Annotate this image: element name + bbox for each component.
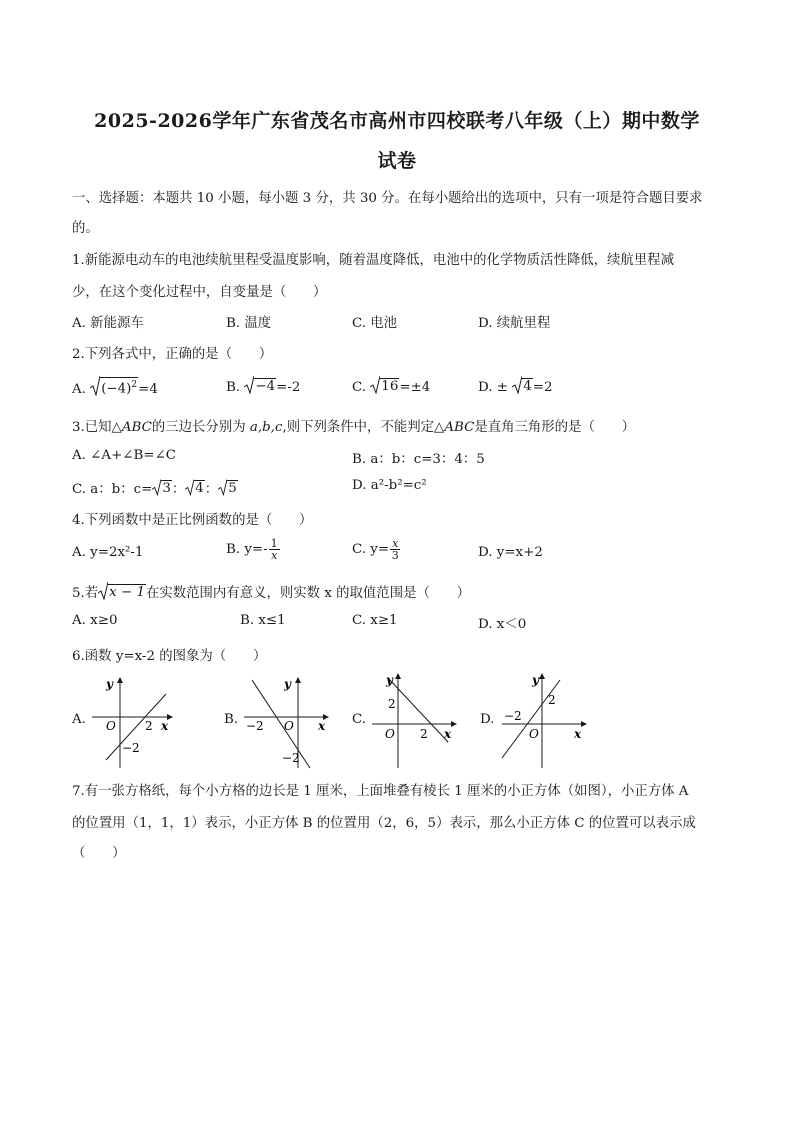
q2-b-radicand: −4: [255, 379, 276, 394]
q5-option-a: A. x≥0: [72, 613, 118, 628]
q5-stem: [72, 582, 470, 601]
q2-d-rest: =2: [532, 380, 553, 395]
q2-stem: 2.下列各式中，正确的是（ ）: [72, 347, 273, 362]
q4-option-c: [352, 538, 401, 561]
q3-option-d: D. a²-b²=c²: [352, 478, 427, 493]
q2-a-exponent: 2: [131, 379, 138, 390]
q3-c-radicand-3: 5: [228, 481, 237, 496]
y-axis-label: y: [386, 673, 393, 687]
q5-stem-pre: 5.若: [72, 586, 99, 601]
q4-option-a: A. y=2x²-1: [72, 545, 144, 560]
origin-label: O: [284, 719, 294, 733]
y-axis-label: y: [106, 677, 113, 691]
sqrt-sign: [185, 479, 205, 496]
q4-b-denominator: x: [271, 549, 278, 562]
q3-stem-pre: 3.已知△: [72, 420, 122, 435]
q3-option-a: A. ∠A+∠B=∠C: [72, 448, 177, 463]
q1-stem-line2: 少，在这个变化过程中，自变量是（ ）: [72, 285, 327, 300]
q4-b-pre: B. y=-: [226, 542, 268, 557]
q6-stem: 6.函数 y=x-2 的图象为（ ）: [72, 649, 267, 664]
origin-label: O: [106, 719, 116, 733]
q1-option-b: B. 温度: [226, 316, 272, 331]
q6-graph-a: [88, 672, 178, 772]
q2-option-b: [226, 376, 300, 395]
q2-option-d: [478, 376, 553, 395]
q6-option-b-label: B.: [224, 712, 239, 727]
q2-a-radicand: (−4): [101, 381, 132, 396]
q5-radicand: x − 1: [109, 585, 145, 600]
y-axis-label: y: [284, 677, 291, 691]
q5-option-d: D. x＜0: [478, 617, 527, 632]
exam-title-line2: 试卷: [377, 150, 417, 172]
q2-a-rest: =4: [138, 382, 158, 397]
q3-option-c: [72, 478, 238, 497]
q2-option-c: [352, 376, 430, 395]
q3-c-radicand-1: 3: [162, 481, 171, 496]
q3-c-radicand-2: 4: [195, 481, 204, 496]
q6-option-a-label: A.: [72, 712, 86, 727]
q4-c-denominator: 3: [391, 549, 399, 562]
y-axis-label: y: [532, 673, 539, 687]
section-instructions-line1: 一、选择题：本题共 10 小题，每小题 3 分，共 30 分。在每小题给出的选项中，只有一项是符合题目要求: [72, 191, 703, 206]
q7-stem-line2: 的位置用（1，1，1）表示，小正方体 B 的位置用（2，6，5）表示，那么小正方体 C 的位置可以表示成: [72, 816, 696, 831]
y-intercept-label: 2: [548, 693, 556, 707]
y-intercept-label: −2: [122, 741, 140, 755]
q1-option-a: A. 新能源车: [72, 316, 144, 331]
x-axis-label: x: [161, 719, 169, 733]
q4-stem: 4.下列函数中是正比例函数的是（ ）: [72, 513, 313, 528]
q6-graph-b: [240, 672, 334, 772]
q2-d-label: D. ±: [478, 380, 508, 395]
q3-stem-post: 是直角三角形的是（ ）: [474, 420, 636, 435]
q4-option-d: D. y=x+2: [478, 545, 543, 560]
q4-c-numerator: x: [392, 537, 399, 550]
x-intercept-label: 2: [145, 719, 153, 733]
x-axis-label: x: [574, 727, 582, 741]
sqrt-sign: [152, 479, 172, 496]
q5-stem-post: 在实数范围内有意义，则实数 x 的取值范围是（ ）: [145, 586, 471, 601]
q3-c-sep2: ：: [204, 482, 219, 497]
q4-b-numerator: 1: [270, 537, 278, 550]
y-intercept-label: −2: [282, 751, 300, 765]
q2-b-rest: =-2: [276, 380, 301, 395]
q4-option-b: [226, 538, 281, 561]
q1-option-c: C. 电池: [352, 316, 398, 331]
sqrt-sign: [218, 479, 238, 496]
sqrt-sign: [370, 376, 399, 394]
q3-c-sep1: ：: [171, 482, 186, 497]
section-instructions-line2: 的。: [72, 221, 99, 236]
q1-option-d: D. 续航里程: [478, 316, 551, 331]
q7-stem-line3: （ ）: [72, 846, 126, 861]
q3-option-b: B. a：b：c=3：4：5: [352, 452, 485, 467]
origin-label: O: [529, 727, 539, 741]
sqrt-sign: [98, 582, 146, 600]
y-intercept-label: 2: [388, 697, 396, 711]
q2-c-rest: =±4: [399, 380, 431, 395]
origin-label: O: [385, 727, 395, 741]
q2-b-label: B.: [226, 380, 241, 395]
sqrt-sign: [244, 376, 276, 394]
q5-option-c: C. x≥1: [352, 613, 398, 628]
q6-option-d-label: D.: [480, 712, 495, 727]
q6-graph-c: [368, 668, 462, 772]
x-intercept-label: −2: [504, 709, 522, 723]
x-axis-label: x: [318, 719, 326, 733]
function-line: [388, 678, 448, 742]
q3-stem-mid: 的三边长分别为: [151, 420, 250, 435]
q3-triangle-name: ABC: [121, 420, 152, 435]
q3-side-vars: a,b,c: [249, 420, 283, 435]
q1-stem-line1: 1.新能源电动车的电池续航里程受温度影响，随着温度降低，电池中的化学物质活性降低，续航里程减: [72, 253, 674, 268]
exam-title-line1: 2025-2026学年广东省茂名市高州市四校联考八年级（上）期中数学: [94, 110, 700, 132]
q3-stem-mid2: ,则下列条件中，不能判定△: [282, 420, 445, 435]
q3-triangle-name-2: ABC: [444, 420, 475, 435]
q2-c-label: C.: [352, 380, 367, 395]
q5-option-b: B. x≤1: [240, 613, 286, 628]
q7-stem-line1: 7.有一张方格纸，每个小方格的边长是 1 厘米，上面堆叠有棱长 1 厘米的小正方体（如图），小正方体 A: [72, 784, 689, 799]
q6-option-c-label: C.: [352, 712, 367, 727]
fraction: [269, 538, 280, 561]
q6-graph-d: [498, 668, 592, 772]
q3-stem: [72, 416, 635, 435]
sqrt-sign: [90, 376, 138, 396]
q2-a-label: A.: [72, 382, 86, 397]
q2-c-radicand: 16: [381, 379, 399, 394]
q4-c-pre: C. y=: [352, 542, 390, 557]
x-axis-label: x: [444, 727, 452, 741]
fraction: [390, 538, 400, 561]
q2-d-radicand: 4: [523, 379, 532, 394]
x-intercept-label: −2: [246, 719, 264, 733]
q3-c-pre: C. a：b：c=: [72, 482, 153, 497]
sqrt-sign: [512, 376, 533, 394]
x-intercept-label: 2: [420, 727, 428, 741]
q2-option-a: [72, 376, 158, 397]
